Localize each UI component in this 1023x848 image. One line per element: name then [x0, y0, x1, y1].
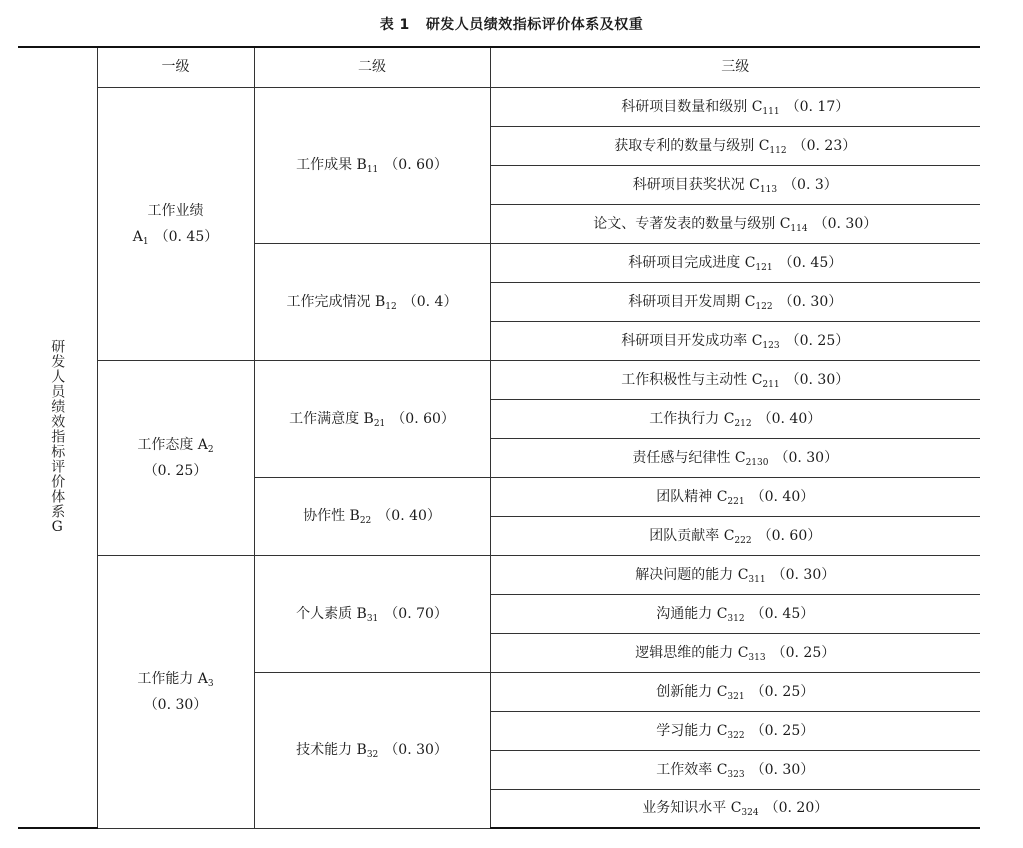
level3-cell	[490, 555, 980, 594]
level3-name: 获取专利的数量与级别	[614, 137, 759, 154]
table-row	[18, 555, 980, 594]
level1-weight: （0. 45）	[154, 228, 219, 245]
level3-subscript: 211	[762, 379, 780, 390]
evaluation-table-container	[18, 46, 980, 829]
level3-name: 科研项目开发周期	[628, 293, 745, 310]
level3-code: C	[758, 137, 770, 154]
level3-subscript: 112	[769, 145, 787, 156]
level3-name: 团队贡献率	[649, 527, 724, 544]
level2-cell	[254, 87, 490, 243]
evaluation-index-table	[18, 46, 980, 829]
level3-cell	[490, 243, 980, 282]
level1-name: 工作业绩	[147, 202, 204, 219]
level3-name: 逻辑思维的能力	[635, 644, 738, 661]
level2-cell	[254, 672, 490, 828]
level3-code: C	[716, 761, 728, 778]
table-body	[18, 47, 980, 828]
level2-name: 工作满意度	[289, 410, 364, 427]
level3-weight: （0. 60）	[757, 527, 822, 544]
level3-cell	[490, 438, 980, 477]
level3-subscript: 2130	[745, 457, 769, 468]
level2-code: B	[349, 508, 360, 524]
level3-name: 创新能力	[656, 683, 717, 700]
level3-code: C	[716, 722, 728, 739]
level3-name: 论文、专著发表的数量与级别	[593, 215, 780, 232]
level3-subscript: 212	[734, 418, 752, 429]
table-caption	[0, 14, 1023, 34]
level2-code: B	[356, 157, 367, 173]
system-label	[49, 339, 65, 536]
level3-cell	[490, 516, 980, 555]
system-symbol: G	[49, 519, 66, 536]
level3-subscript: 322	[727, 730, 745, 741]
level3-subscript: 123	[762, 340, 780, 351]
level3-name: 工作效率	[656, 761, 717, 778]
level3-weight: （0. 17）	[785, 98, 850, 115]
level2-name: 工作完成情况	[286, 293, 375, 310]
level2-name: 个人素质	[296, 605, 357, 622]
level3-weight: （0. 40）	[757, 410, 822, 427]
level3-weight: （0. 30）	[778, 293, 843, 310]
level2-code: B	[374, 293, 386, 310]
level3-name: 工作积极性与主动性	[621, 371, 752, 388]
level2-weight: （0. 30）	[384, 742, 448, 758]
level3-code: C	[779, 215, 791, 232]
table-title: 研发人员绩效指标评价体系及权重	[425, 17, 644, 33]
level3-weight: （0. 25）	[750, 722, 815, 739]
level3-code: C	[723, 527, 735, 544]
header-level2: 二级	[254, 47, 490, 87]
level3-weight: （0. 30）	[750, 761, 815, 778]
level3-cell	[490, 126, 980, 165]
level3-subscript: 321	[727, 691, 745, 702]
level2-code: B	[356, 605, 367, 622]
level3-cell	[490, 672, 980, 711]
level3-subscript: 222	[734, 535, 752, 546]
level3-subscript: 114	[790, 223, 808, 234]
system-cell	[18, 47, 97, 828]
level3-weight: （0. 23）	[792, 137, 857, 154]
table-row	[18, 87, 980, 126]
level3-code: C	[751, 332, 763, 349]
level2-weight: （0. 40）	[377, 508, 441, 524]
level2-subscript: 31	[366, 613, 379, 624]
level1-subscript: 2	[207, 444, 214, 455]
system-name: 研发人员绩效指标评价体系	[49, 339, 66, 519]
level2-cell	[254, 555, 490, 672]
level3-subscript: 121	[755, 262, 773, 273]
level3-code: C	[737, 644, 749, 661]
level3-name: 学习能力	[656, 722, 717, 739]
level3-code: C	[730, 800, 742, 817]
level3-cell	[490, 789, 980, 828]
level2-code: B	[363, 410, 374, 427]
level3-code: C	[737, 566, 749, 583]
level3-cell	[490, 165, 980, 204]
level2-subscript: 11	[366, 165, 379, 175]
table-row	[18, 360, 980, 399]
level3-weight: （0. 45）	[750, 605, 815, 622]
level1-code: A	[197, 436, 208, 453]
level3-weight: （0. 30）	[785, 371, 850, 388]
level3-name: 科研项目开发成功率	[621, 332, 752, 349]
level3-name: 解决问题的能力	[635, 566, 738, 583]
level3-weight: （0. 25）	[785, 332, 850, 349]
level3-name: 沟通能力	[656, 605, 717, 622]
level3-subscript: 122	[755, 301, 773, 312]
level3-cell	[490, 399, 980, 438]
level1-code: A	[197, 670, 208, 687]
level3-weight: （0. 30）	[813, 215, 878, 232]
level3-weight: （0. 45）	[778, 254, 843, 271]
level3-cell	[490, 594, 980, 633]
level2-subscript: 32	[366, 750, 379, 760]
level3-cell	[490, 750, 980, 789]
level3-name: 业务知识水平	[642, 800, 731, 817]
level3-weight: （0. 3）	[783, 176, 838, 193]
level3-weight: （0. 30）	[774, 449, 839, 466]
level3-code: C	[716, 488, 728, 505]
level3-cell	[490, 321, 980, 360]
level2-subscript: 22	[359, 516, 372, 526]
level3-name: 工作执行力	[649, 410, 724, 427]
header-row	[18, 47, 980, 87]
level3-subscript: 113	[759, 184, 778, 195]
table-number: 表 1	[379, 17, 410, 33]
level1-subscript: 1	[142, 236, 149, 247]
level3-name: 团队精神	[656, 488, 717, 505]
level3-cell	[490, 204, 980, 243]
level3-name: 责任感与纪律性	[632, 449, 735, 466]
level1-code: A	[132, 228, 143, 245]
level3-name: 科研项目完成进度	[628, 254, 745, 271]
level3-code: C	[716, 683, 728, 700]
level2-name: 技术能力	[296, 742, 357, 758]
level3-subscript: 312	[727, 613, 745, 624]
level2-weight: （0. 60）	[391, 410, 455, 427]
level1-subscript: 3	[207, 678, 214, 689]
level3-weight: （0. 25）	[771, 644, 836, 661]
level3-weight: （0. 40）	[750, 488, 815, 505]
level3-subscript: 323	[727, 769, 745, 780]
level2-name: 工作成果	[296, 157, 357, 173]
level3-cell	[490, 282, 980, 321]
level3-weight: （0. 25）	[750, 683, 815, 700]
level3-code: C	[744, 254, 756, 271]
level3-cell	[490, 477, 980, 516]
level1-weight: （0. 30）	[143, 696, 208, 713]
level3-weight: （0. 30）	[771, 566, 836, 583]
level1-name: 工作态度	[137, 436, 198, 453]
header-level3: 三级	[490, 47, 980, 87]
level1-cell	[97, 360, 254, 555]
level2-weight: （0. 70）	[384, 605, 448, 622]
level3-cell	[490, 633, 980, 672]
level2-weight: （0. 60）	[384, 157, 448, 173]
level2-name: 协作性	[303, 508, 350, 524]
level3-code: C	[723, 410, 735, 427]
level3-code: C	[716, 605, 728, 622]
level2-cell	[254, 477, 490, 555]
level3-code: C	[744, 293, 756, 310]
level2-code: B	[356, 742, 367, 758]
level3-subscript: 221	[727, 496, 745, 507]
level3-subscript: 324	[741, 808, 759, 819]
level3-subscript: 313	[748, 652, 766, 663]
level2-cell	[254, 243, 490, 360]
level3-cell	[490, 87, 980, 126]
level3-code: C	[751, 98, 763, 115]
level1-cell	[97, 87, 254, 360]
level2-weight: （0. 4）	[402, 293, 458, 310]
level3-cell	[490, 360, 980, 399]
level3-code: C	[751, 371, 763, 388]
level2-subscript: 21	[373, 418, 386, 429]
level1-name: 工作能力	[137, 670, 198, 687]
level3-subscript: 111	[762, 106, 780, 117]
level3-subscript: 311	[748, 574, 766, 585]
level3-weight: （0. 20）	[764, 800, 829, 817]
level2-subscript: 12	[385, 301, 397, 312]
level3-name: 科研项目数量和级别	[621, 98, 752, 115]
level3-code: C	[734, 449, 746, 466]
header-level1: 一级	[97, 47, 254, 87]
level2-cell	[254, 360, 490, 477]
level3-cell	[490, 711, 980, 750]
level3-name: 科研项目获奖状况	[632, 176, 750, 193]
level1-cell	[97, 555, 254, 828]
level3-code: C	[749, 176, 760, 193]
level1-weight: （0. 25）	[143, 462, 208, 479]
